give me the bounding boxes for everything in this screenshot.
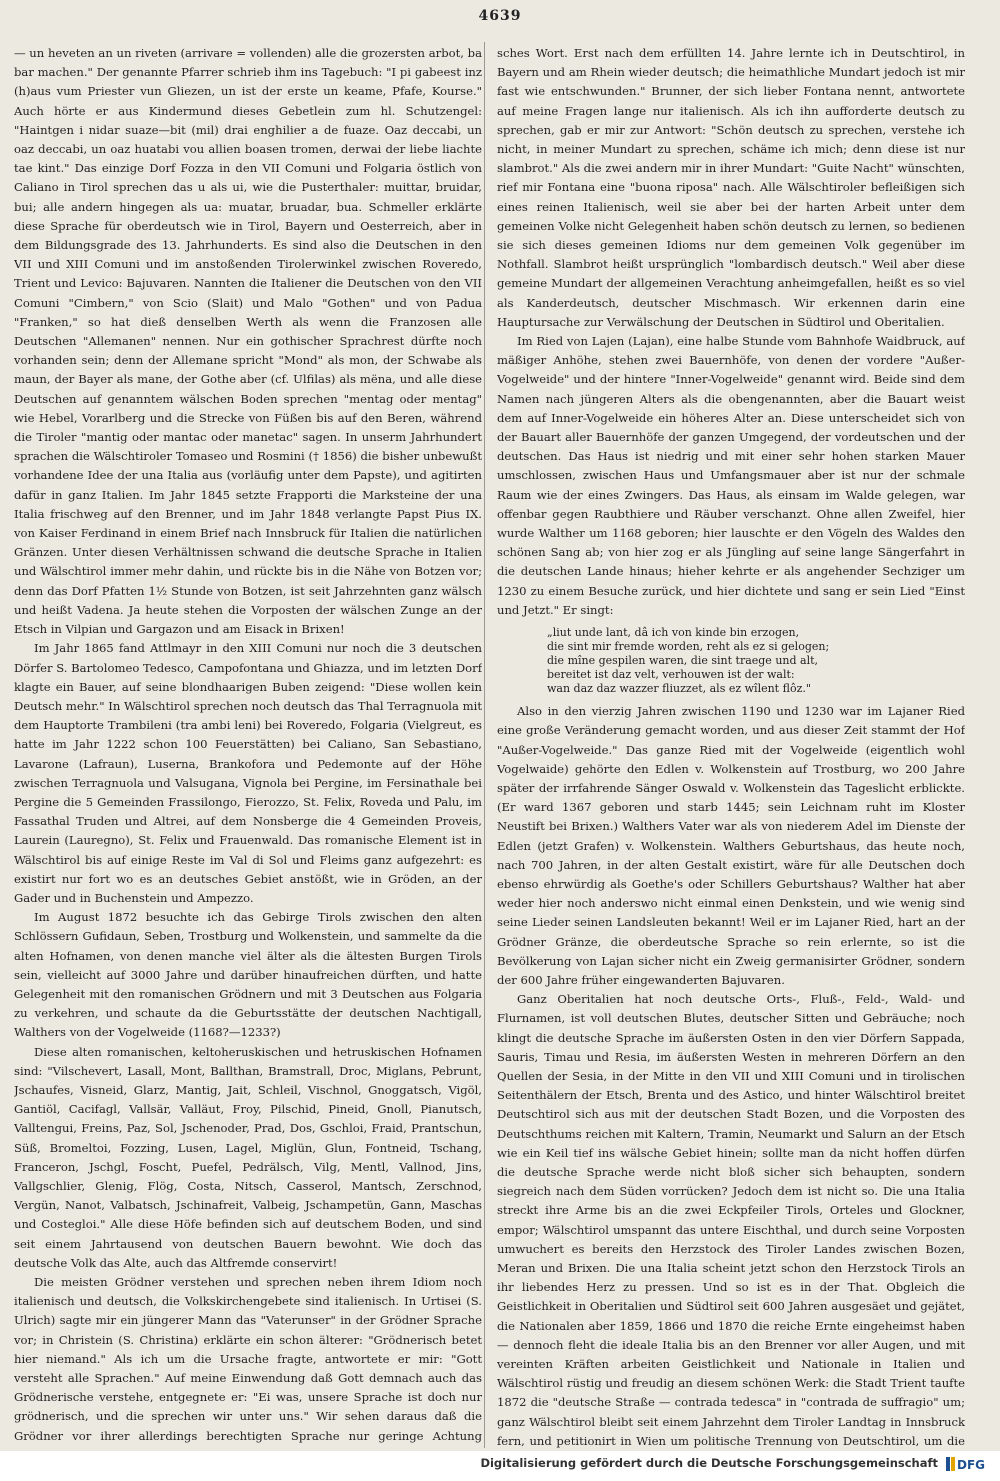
paragraph: Im Ried von Lajen (Lajan), eine halbe Stunde vom Bahnhofe Waidbruck, auf mäßiger Anhöhe, stehen zwei Bauernhöfe, von denen der vordere "Außer-Vogelweide" und der hintere "Inner-Vogelweide" genannt wird. Beide sind dem Namen nach jüngeren Alters als die obengenannten, aber die Bauart weist dem auf Inner-Vogelweide ein höheres Alter an. Diese unterscheidet sich von der Bauart aller Bauernhöfe der ganzen Umgegend, der vordeutschen und der deutschen. Das Haus ist niedrig und mit einer sehr hohen starken Mauer umschlossen, zwischen Haus und Umfangsmauer aber ist nur der schmale Raum wie der eines Zwingers. Das Haus, als einsam im Walde gelegen, war offenbar gegen Raubthiere und Räuber verschanzt. Ohne allen Zweifel, hier wurde Walther um 1168 geboren; hier lauschte er den Vögeln des Waldes den schönen Sang ab; von hier zog er als Jüngling auf seine lange Sängerfahrt in die deutschen Lande hinaus; hieher kehrte er als angehender Sechziger um 1230 zu einem Besuche zurück, und hier dichtete und sang er sein Lied "Einst und Jetzt." Er singt: (497, 334, 965, 617)
poem-quote (547, 626, 965, 696)
dfg-logo-icon (946, 1455, 990, 1473)
column-divider (484, 42, 485, 1448)
poem-line: die mîne gespilen waren, die sint traege und alt, (547, 654, 819, 668)
poem-line: „liut unde lant, dâ ich von kinde bin erzogen, (547, 626, 800, 640)
dfg-logo-text: DFG (957, 1458, 986, 1472)
left-column (14, 44, 482, 1448)
right-column (497, 44, 965, 1448)
poem-line: bereitet ist daz velt, verhouwen ist der walt: (547, 668, 795, 682)
paragraph: sches Wort. Erst nach dem erfüllten 14. Jahre lernte ich in Deutschtirol, in Bayern und am Rhein wieder deutsch; die heimathliche Mundart jedoch ist mir fast wie entschwunden." Brunner, der sich lieber Fontana nennt, antwortete auf meine Fragen lange nur italienisch. Als ich ihn aufforderte deutsch zu sprechen, gab er mir zur Antwort: "Schön deutsch zu sprechen, verstehe ich nicht, in meiner Mundart zu sprechen, schäme ich mich; denn diese ist nur slambrot." Als die zwei andern mir in ihrer Mundart: "Guite Nacht" wünschten, rief mir Fontana eine "buona riposa" nach. Alle Wälschtiroler befleißigen sich eines reinen Italienisch, weil sie aber bei der harten Arbeit unter dem gemeinen Volke nicht Gelegenheit haben schön deutsch zu lernen, so bedienen sie sich dieses gemeinen Idioms nur dem gemeinen Volk gegenüber im Nothfall. Slambrot heißt ursprünglich "lombardisch deutsch." Weil aber diese gemeine Mundart der allgemeinen Verachtung anheimgefallen, heißt es so viel als Kanderdeutsch, deutscher Mischmasch. Wir erkennen darin eine Hauptursache zur Verwälschung der Deutschen in Südtirol und Oberitalien. (497, 46, 965, 329)
paragraph: Im Jahr 1865 fand Attlmayr in den XIII Comuni nur noch die 3 deutschen Dörfer S. Bartolomeo Tedesco, Campofontana und Ghiazza, und im letzten Dorf klagte ein Bauer, auf seine blondhaarigen Buben zeigend: "Diese wollen kein Deutsch mehr." In Wälschtirol sprechen noch deutsch das Thal Terragnuola mit dem Hauptorte Trambileni (tra ambi leni) bei Roveredo, Folgaria (Vielgreut, es hatte im Jahr 1222 schon 100 Feuerstätten) bei Caliano, San Sebastiano, Lavarone (Lafraun), Luserna, Brankofora und Pedemonte auf der Höhe zwischen Terragnuola und Valsugana, Vignola bei Pergine, im Fersinathale bei Pergine die 5 Gemeinden Frassilongo, Fierozzo, St. Felix, Roveda und Palu, im Fassathal Truden und Altrei, auf dem Nonsberge die 4 Gemeinden Proveis, Laurein (Lauregno), St. Felix und Frauenwald. Das romanische Element ist in Wälschtirol bis auf einige Reste im Val di Sol und Fleims ganz aufgezehrt: es existirt nur fort wo es an deutsches Gebiet anstößt, wie in Gröden, an der Gader und in Buchenstein und Ampezzo. (14, 641, 482, 905)
paragraph: — un heveten an un riveten (arrivare = vollenden) alle die grozersten arbot, ba bar machen." Der genannte Pfarrer schrieb ihm ins Tagebuch: "I pi gabeest inz (h)aus vum Priester vun Gliezen, un ist der erste un keame, Pfafe, Kourse." Auch hörte er aus Kindermund dieses Gebetlein zum hl. Schutzengel: "Haintgen i nidar suaze—bit (mil) drai enghilier a de fuaze. Oaz deccabi, un oaz deccabi, un oaz huatabi vou allien boasen tromen, derwai der liebe liachte tae kint." Das einzige Dorf Fozza in den VII Comuni und Folgaria östlich von Caliano in Tirol sprechen das u als ui, wie die Pusterthaler: muittar, bruidar, bui; alle andern hingegen als ua: muatar, bruadar, bua. Schmeller erklärte diese Sprache für oberdeutsch wie in Tirol, Bayern und Oesterreich, aber in dem Bildungsgrade des 13. Jahrhunderts. Es sind also die Deutschen in den VII und XIII Comuni und im anstoßenden Tirolerwinkel zwischen Roveredo, Trient und Levico: Bajuvaren. Nannten die Italiener die Deutschen von den VII Comuni "Cimbern," von Scio (Slait) und Malo "Gothen" und von Padua "Franken," so hat dieß denselben Werth als wenn die Franzosen alle Deutschen "Allemanen" nennen. Nur ein gothischer Sprachrest dürfte noch vorhanden sein; denn der Allemane spricht "Mond" als mon, der Schwabe als maun, der Bayer als mane, der Gothe aber (cf. Ulfilas) als mëna, und alle diese Deutschen auf genanntem wälschen Boden sprechen "mentag oder mentag" wie Hebel, Vorarlberg und die Strecke von Füßen bis auf den Beren, während die Tiroler "mantig oder mantac oder manetac" sagen. In unserm Jahrhundert sprachen die Wälschtiroler Tomaseo und Rosmini († 1856) die bisher unbewußt vorhandene Idee der una Italia aus (vorläufig unter dem Papste), und agitirten dafür in ganz Italien. Im Jahr 1845 setzte Frapporti die Marksteine der una Italia frischweg auf den Brenner, und im Jahr 1848 verlangte Papst Pius IX. von Kaiser Ferdinand in einem Brief nach Innsbruck für Italien die natürlichen Gränzen. Unter diesen Verhältnissen schwand die deutsche Sprache in Italien und Wälschtirol immer mehr dahin, und rückte bis in die Nähe von Botzen vor; denn das Dorf Pfatten 1½ Stunde von Botzen, ist seit Jahrzehnten ganz wälsch und heißt Vadena. Ja heute stehen die Vorposten der wälschen Zunge an der Etsch in Vilpian und Gargazon und am Eisack in Brixen! (14, 46, 482, 637)
poem-line: wan daz daz wazzer fliuzzet, als ez wîlent flôz." (547, 682, 811, 696)
paragraph: Die meisten Grödner verstehen und sprechen neben ihrem Idiom noch italienisch und deutsch, die Volkskirchengebete sind italienisch. In Urtisei (S. Ulrich) sagte mir ein jüngerer Mann das "Vaterunser" in der Grödner Sprache vor; in Christein (S. Christina) erklärte ein schon älterer: "Grödnerisch betet hier niemand." Als ich um die Ursache fragte, antwortete er mir: "Gott versteht alle Sprachen." Auf meine Einwendung daß Gott demnach auch das Grödnerische verstehe, entgegnete er: "Ei was, unsere Sprache ist doch nur grödnerisch, und die sprechen wir unter uns." Wir sehen daraus daß die Grödner vor ihrer allerdings berechtigten Sprache nur geringe Achtung (14, 1275, 482, 1443)
paragraph: Ganz Oberitalien hat noch deutsche Orts-, Fluß-, Feld-, Wald- und Flurnamen, ist voll deutschen Blutes, deutscher Sitten und Gebräuche; noch klingt die deutsche Sprache im äußersten Osten in den vier Dörfern Sappada, Sauris, Timau und Resia, im äußersten Westen in mehreren Dörfern an den Quellen der Sesia, in der Mitte in den VII und XIII Comuni und in tirolischen Seitenthälern der Etsch, Brenta und des Astico, und hinter Wälschtirol breitet Deutschtirol sich aus mit der deutschen Stadt Bozen, und die Vorposten des Deutschthums reichen mit Kaltern, Tramin, Neumarkt und Salurn an der Etsch wie ein Keil tief ins wälsche Gebiet hinein; sollte man da nicht hoffen dürfen die deutsche Sprache werde nicht bloß sicher sich behaupten, sondern siegreich nach dem Süden vorrücken? Jedoch dem ist nicht so. Die una Italia streckt ihre Arme bis an die zwei Eckpfeiler Tirols, Orteles und Glockner, empor; Wälschtirol umspannt das untere Eischthal, und durch seine Vorposten umwuchert es bereits den Herzstock des Tiroler Landes zwischen Bozen, Meran und Brixen. Die una Italia scheint jetzt schon den Herzstock Tirols an ihr liebendes Herz zu pressen. Und so ist es in der That. Obgleich die Geistlichkeit in Oberitalien und Südtirol seit 600 Jahren ausgesäet und gejätet, die Nationalen aber 1859, 1866 und 1870 die reiche Ernte eingeheimst haben — dennoch fleht die ideale Italia bis an den Brenner vor aller Augen, und mit vereinten Kräften arbeiten Geistlichkeit und Nationale in Italien und Wälschtirol rüstig und freudig an diesem schönen Werk: die Stadt Trient taufte 1872 die "deutsche Straße — contrada tedesca" in "contrada de suffragio" um; ganz Wälschtirol bleibt seit einem Jahrzehnt dem Tiroler Landtag in Innsbruck fern, und petitionirt in Wien um politische Trennung von Deutschtirol, um die (497, 992, 965, 1448)
paragraph: Im August 1872 besuchte ich das Gebirge Tirols zwischen den alten Schlössern Gufidaun, Seben, Trostburg und Wolkenstein, und sammelte da die alten Hofnamen, von denen manche viel älter als die ältesten Burgen Tirols sein, vielleicht auf 3000 Jahre und darüber hinaufreichen dürften, und hatte Gelegenheit mit den romanischen Grödnern und mit 3 Deutschen aus Folgaria zu verkehren, und schaute da die Geburtsstätte der deutschen Nachtigall, Walthers von der Vogelweide (1168?—1233?) (14, 910, 482, 1040)
poem-line: die sint mir fremde worden, reht als ez si gelogen; (547, 640, 830, 654)
page-number: 4639 (478, 8, 522, 24)
digitization-credit: Digitalisierung gefördert durch die Deutsche Forschungsgemeinschaft (480, 1456, 938, 1470)
paragraph: Also in den vierzig Jahren zwischen 1190 und 1230 war im Lajaner Ried eine große Veränderung gemacht worden, und aus dieser Zeit stammt der Hof "Außer-Vogelweide." Das ganze Ried mit der Vogelweide (eigentlich wohl Vogelwaide) gehörte den Edlen v. Wolkenstein auf Trostburg, wo 200 Jahre später der irrfahrende Sänger Oswald v. Wolkenstein das Tageslicht erblickte. (Er ward 1367 geboren und starb 1445; sein Leichnam ruht im Kloster Neustift bei Brixen.) Walthers Vater war als von niederem Adel im Dienste der Edlen (jetzt Grafen) v. Wolkenstein. Walthers Geburtshaus, das heute noch, nach 700 Jahren, in der alten Gestalt existirt, wäre für alle Deutschen doch ebenso ehrwürdig als Goethe's oder Schillers Geburtshaus? Walther hat aber weder hier noch anderswo nicht einmal einen Denkstein, und wie wenig sind seine Lieder seinen Landsleuten bekannt! Weil er im Lajaner Ried, hart an der Grödner Gränze, die oberdeutsche Sprache so rein erlernte, so ist die Bevölkerung von Lajan sicher nicht ein Zweig germanisirter Grödner, sondern der 600 Jahre früher eingewanderten Bajuvaren. (497, 704, 965, 987)
paragraph: Diese alten romanischen, keltoheruskischen und hetruskischen Hofnamen sind: "Vilschevert, Lasall, Mont, Ballthan, Bramstrall, Droc, Miglans, Pebrunt, Jschaufes, Visneid, Glarz, Mantig, Jait, Schleil, Vischnol, Gnoggatsch, Vigöl, Gantiöl, Cacifagl, Vallsär, Valläut, Froy, Pilschid, Pineid, Gnoll, Pianutsch, Valltengui, Freins, Paz, Sol, Jschenoder, Prad, Dos, Gschloi, Fraid, Prantschun, Süß, Bromeltoi, Fozzing, Lusen, Lagel, Miglün, Glun, Fontneid, Tschang, Franceron, Jschgl, Foscht, Puefel, Pedrälsch, Vilg, Mentl, Vallnod, Jins, Vallgschlier, Glenig, Flög, Costa, Nitsch, Casserol, Mantsch, Zerschnod, Vergün, Nanot, Valbatsch, Jschinafreit, Valbeig, Jschampetün, Gann, Maschas und Costegloi." Alle diese Höfe befinden sich auf deutschem Boden, und sind seit einem Jahrtausend von deutschen Bauern bewohnt. Wie doch das deutsche Volk das Alte, auch das Altfremde conservirt! (14, 1044, 482, 1270)
